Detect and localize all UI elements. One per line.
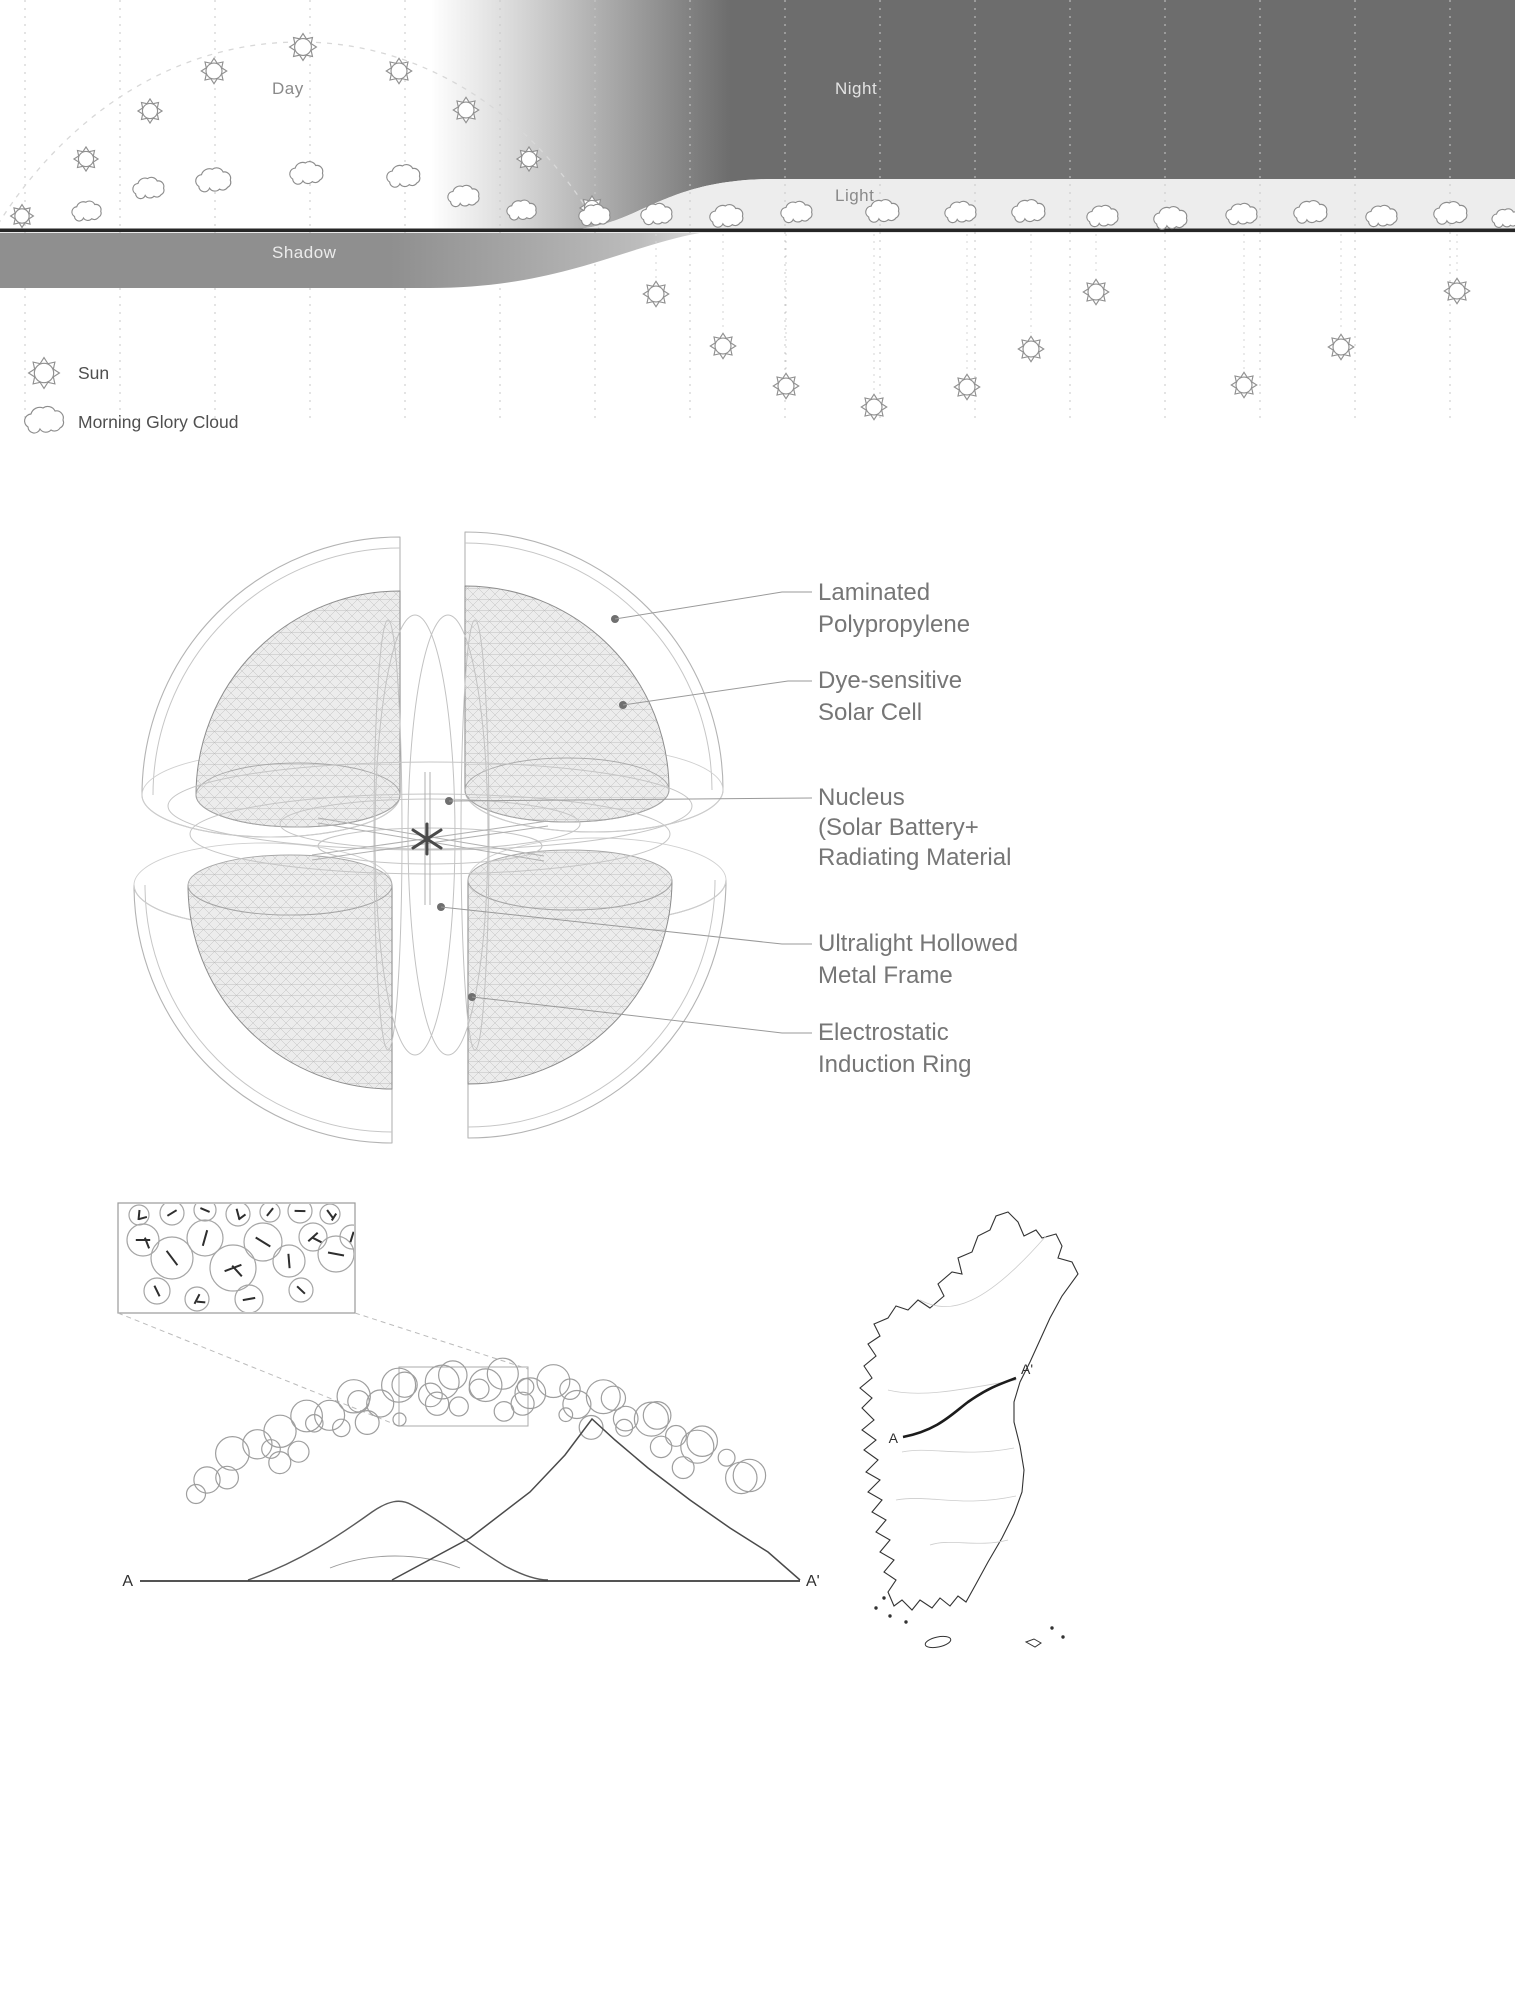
- day-label: Day: [272, 79, 304, 98]
- sun-icon: [1444, 278, 1469, 303]
- annotation-label: Dye-sensitive: [818, 667, 963, 694]
- annotation-label: Solar Cell: [818, 699, 923, 726]
- sun-icon: [1328, 334, 1353, 359]
- sun-icon: [29, 358, 60, 389]
- detail-callout-box: [118, 1203, 355, 1313]
- sun-icon: [643, 281, 668, 306]
- annotation-label: Nucleus: [818, 784, 905, 811]
- nucleus-tick: [197, 1302, 206, 1303]
- solar-cell-rim-bottom-left: [188, 855, 392, 915]
- map-marker-a-prime: A': [1021, 1361, 1034, 1377]
- annotation-label: Laminated: [818, 579, 931, 606]
- sun-icon: [74, 147, 98, 171]
- annotation-label: (Solar Battery+: [818, 814, 979, 841]
- sun-icon: [453, 97, 478, 122]
- sun-icon: [773, 373, 798, 398]
- annotation-label: Electrostatic: [818, 1019, 949, 1046]
- sun-icon: [386, 58, 411, 83]
- sun-icon: [290, 34, 317, 61]
- legend-sun-label: Sun: [78, 363, 110, 383]
- sun-icon: [710, 333, 735, 358]
- section-marker-a-prime: A': [806, 1573, 820, 1590]
- annotation-label: Metal Frame: [818, 962, 953, 989]
- sun-icon: [11, 205, 34, 228]
- sun-icon: [201, 58, 226, 83]
- legend-cloud-label: Morning Glory Cloud: [78, 412, 239, 432]
- shadow-label: Shadow: [272, 243, 337, 262]
- horizon-line: [0, 229, 1515, 233]
- sun-icon: [1083, 279, 1108, 304]
- sun-icon: [861, 394, 886, 419]
- sun-icon: [1231, 372, 1256, 397]
- annotation-label: Induction Ring: [818, 1051, 972, 1078]
- annotation-label: Ultralight Hollowed: [818, 930, 1019, 957]
- sun-icon: [517, 147, 541, 171]
- annotation-label: Polypropylene: [818, 611, 971, 638]
- annotation-label: Radiating Material: [818, 844, 1012, 871]
- solar-cell-rim-bottom-right: [468, 850, 672, 910]
- night-label: Night: [835, 79, 878, 98]
- sun-icon: [1018, 336, 1043, 361]
- light-label: Light: [835, 186, 875, 205]
- sun-icon: [954, 374, 979, 399]
- sun-icon: [138, 99, 162, 123]
- nucleus-tick: [288, 1254, 289, 1268]
- map-marker-a: A: [888, 1430, 898, 1446]
- section-marker-a: A: [122, 1573, 133, 1590]
